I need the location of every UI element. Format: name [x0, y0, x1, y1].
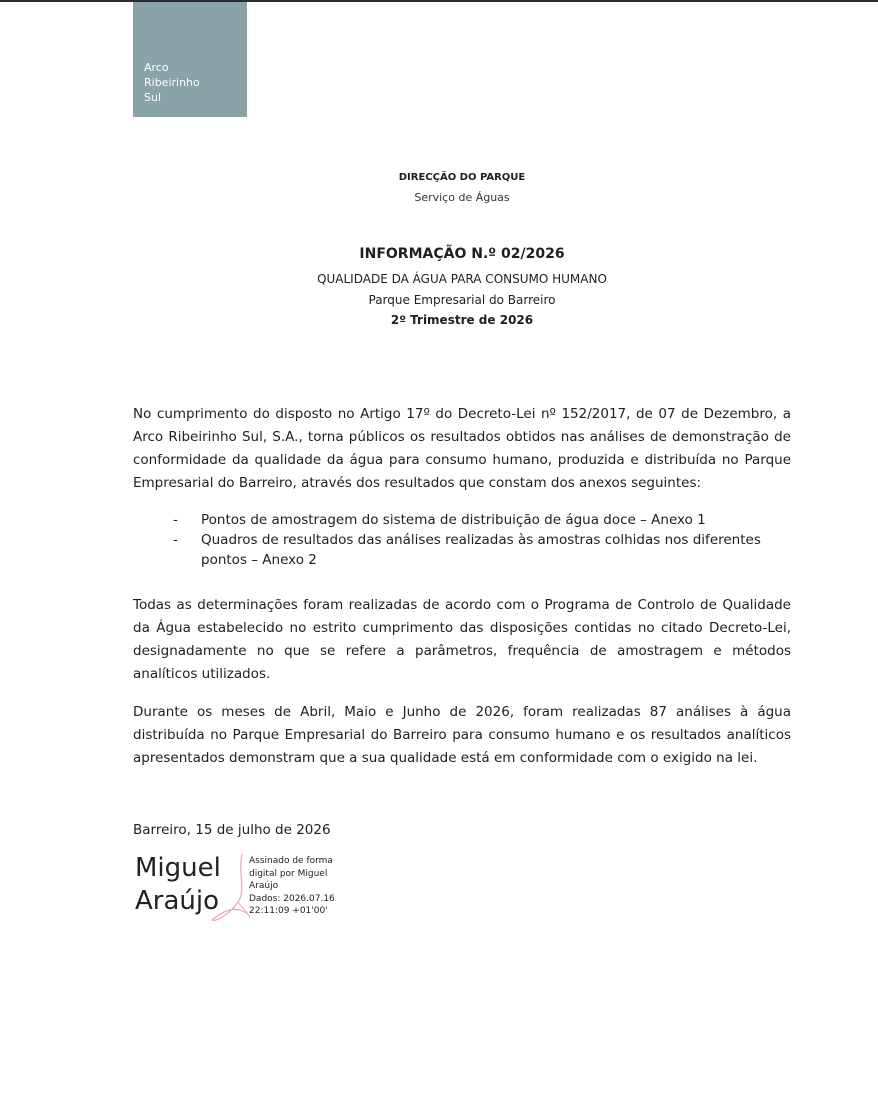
signature-name-line2: Araújo	[135, 886, 220, 916]
document-location: Parque Empresarial do Barreiro	[368, 293, 556, 307]
list-item	[133, 530, 791, 570]
determinations-paragraph: Todas as determinações foram realizadas de acordo com o Programa de Controlo de Qualidade da Água estabelecido no estrito cumprimento das disposições contidas no citado Decreto-Lei, designadamente no que se refere a parâmetros, frequência de amostragem e métodos analíticos utilizados.	[133, 597, 791, 682]
results-paragraph: Durante os meses de Abril, Maio e Junho de 2026, foram realizadas 87 análises à água distribuída no Parque Empresarial do Barreiro para consumo humano e os resultados analíticos apresentados demonstram que a sua qualidade está em conformidade com o exigido na lei.	[133, 704, 791, 766]
list-item-text: Quadros de resultados das análises realizadas às amostras colhidas nos diferentes pontos – Anexo 2	[201, 532, 761, 568]
list-item-text: Pontos de amostragem do sistema de distribuição de água doce – Anexo 1	[201, 512, 706, 528]
signature-name-line1: Miguel	[135, 853, 221, 883]
annex-list	[133, 510, 791, 570]
intro-paragraph: No cumprimento do disposto no Artigo 17º do Decreto-Lei nº 152/2017, de 07 de Dezembro, a Arco Ribeirinho Sul, S.A., torna públicos os resultados obtidos nas análises de demonstração de conformidade da qualidade da água para consumo humano, produzida e distribuída no Parque Empresarial do Barreiro, através dos resultados que constam dos anexos seguintes:	[133, 406, 791, 491]
signature-detail-line: digital por Miguel	[249, 868, 328, 879]
bullet-dash: -	[173, 512, 178, 528]
logo-text-line3: Sul	[144, 91, 162, 104]
bullet-dash: -	[173, 532, 178, 548]
digital-signature-details	[249, 855, 335, 918]
service-heading: Serviço de Águas	[414, 191, 510, 204]
department-heading: DIRECÇÃO DO PARQUE	[398, 172, 526, 183]
signature-detail-line: Assinado de forma	[249, 856, 333, 866]
signature-detail-line: Araújo	[249, 881, 279, 891]
company-logo	[133, 2, 247, 117]
place-date: Barreiro, 15 de julho de 2026	[133, 822, 331, 838]
logo-text-line1: Arco	[144, 61, 169, 74]
logo-text-line2: Ribeirinho	[144, 76, 200, 89]
document-period: 2º Trimestre de 2026	[390, 313, 534, 327]
document-title: INFORMAÇÃO N.º 02/2026	[359, 246, 565, 262]
top-border-line	[0, 0, 878, 2]
signature-detail-line: Dados: 2026.07.16	[249, 893, 335, 904]
signature-detail-line: 22:11:09 +01'00'	[249, 906, 328, 916]
list-item	[133, 510, 791, 530]
document-subtitle: QUALIDADE DA ÁGUA PARA CONSUMO HUMANO	[317, 272, 607, 286]
signature-mark-icon	[208, 852, 252, 924]
